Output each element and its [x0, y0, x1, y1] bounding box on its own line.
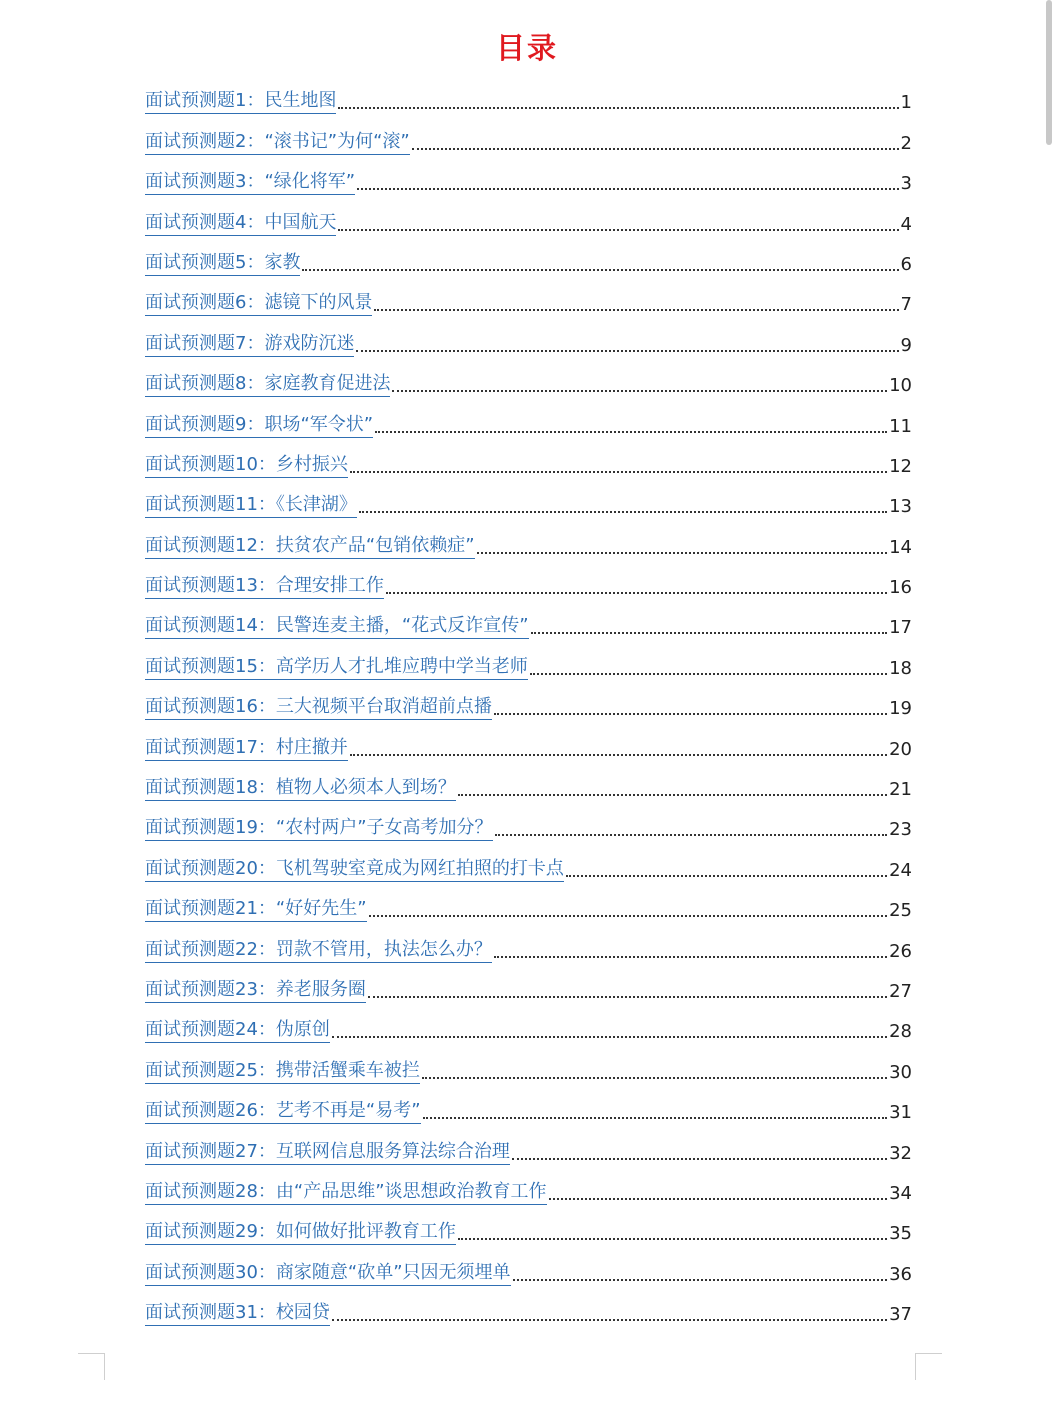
toc-entry[interactable]	[145, 122, 912, 162]
toc-page-number: 7	[900, 294, 912, 316]
crop-mark-left	[78, 1353, 105, 1380]
toc-dot-leader	[302, 269, 898, 271]
toc-entry[interactable]	[145, 203, 912, 243]
toc-dot-leader	[495, 834, 888, 836]
toc-entry-link[interactable]: 面试预测题26：艺考不再是“易考”	[145, 1100, 421, 1124]
toc-dot-leader	[513, 1279, 888, 1281]
toc-entry[interactable]	[145, 324, 912, 364]
toc-entry[interactable]	[145, 607, 912, 647]
toc-dot-leader	[423, 1117, 888, 1119]
toc-dot-leader	[356, 350, 898, 352]
toc-entry[interactable]	[145, 728, 912, 768]
toc-dot-leader	[374, 309, 898, 311]
toc-entry-link[interactable]: 面试预测题23：养老服务圈	[145, 979, 366, 1003]
toc-page-number: 23	[889, 819, 912, 841]
toc-entry-link[interactable]: 面试预测题29：如何做好批评教育工作	[145, 1221, 456, 1245]
toc-page-number: 9	[900, 334, 912, 356]
toc-entry-link[interactable]: 面试预测题25：携带活蟹乘车被拦	[145, 1060, 420, 1084]
toc-entry-link[interactable]: 面试预测题24：伪原创	[145, 1019, 330, 1043]
toc-entry[interactable]	[145, 688, 912, 728]
toc-page-number: 4	[900, 213, 912, 235]
toc-entry-link[interactable]: 面试预测题18：植物人必须本人到场？	[145, 777, 456, 801]
toc-page-number: 34	[889, 1182, 912, 1204]
toc-entry[interactable]	[145, 769, 912, 809]
toc-entry-link[interactable]: 面试预测题22：罚款不管用，执法怎么办？	[145, 939, 492, 963]
scrollbar-thumb[interactable]	[1046, 0, 1052, 145]
toc-entry-link[interactable]: 面试预测题27：互联网信息服务算法综合治理	[145, 1141, 510, 1165]
toc-entry[interactable]	[145, 446, 912, 486]
toc-entry-link[interactable]: 面试预测题7：游戏防沉迷	[145, 333, 354, 357]
toc-entry-link[interactable]: 面试预测题28：由“产品思维”谈思想政治教育工作	[145, 1181, 547, 1205]
toc-entry[interactable]	[145, 849, 912, 889]
toc-entry-link[interactable]: 面试预测题31：校园贷	[145, 1302, 330, 1326]
toc-entry-link[interactable]: 面试预测题15：高学历人才扎堆应聘中学当老师	[145, 656, 528, 680]
toc-entry[interactable]	[145, 284, 912, 324]
toc-entry-link[interactable]: 面试预测题3：“绿化将军”	[145, 171, 355, 195]
toc-entry-link[interactable]: 面试预测题11：《长津湖》	[145, 494, 357, 518]
toc-dot-leader	[350, 754, 887, 756]
toc-dot-leader	[494, 956, 887, 958]
toc-dot-leader	[392, 390, 887, 392]
toc-dot-leader	[375, 431, 887, 433]
toc-page-number: 6	[900, 253, 912, 275]
toc-entry-link[interactable]: 面试预测题13：合理安排工作	[145, 575, 384, 599]
toc-entry-link[interactable]: 面试预测题4：中国航天	[145, 212, 336, 236]
toc-entry[interactable]	[145, 244, 912, 284]
toc-entry[interactable]	[145, 526, 912, 566]
toc-entry-link[interactable]: 面试预测题17：村庄撤并	[145, 737, 348, 761]
toc-entry-link[interactable]: 面试预测题8：家庭教育促进法	[145, 373, 390, 397]
toc-entry[interactable]	[145, 405, 912, 445]
toc-dot-leader	[458, 1238, 887, 1240]
toc-page-number: 25	[889, 900, 912, 922]
toc-entry-link[interactable]: 面试预测题5：家教	[145, 252, 300, 276]
toc-entry[interactable]	[145, 890, 912, 930]
toc-entry-link[interactable]: 面试预测题10：乡村振兴	[145, 454, 348, 478]
toc-dot-leader	[422, 1077, 887, 1079]
toc-entry[interactable]	[145, 567, 912, 607]
toc-entry-link[interactable]: 面试预测题30：商家随意“砍单”只因无须埋单	[145, 1262, 511, 1286]
toc-entry[interactable]	[145, 1051, 912, 1091]
toc-dot-leader	[332, 1036, 887, 1038]
toc-page-number: 2	[900, 132, 912, 154]
page-title: 目录	[495, 31, 558, 65]
toc-entry[interactable]	[145, 1011, 912, 1051]
toc-page-number: 24	[889, 859, 912, 881]
toc-page-number: 20	[889, 738, 912, 760]
toc-entry[interactable]	[145, 365, 912, 405]
toc-dot-leader	[350, 471, 887, 473]
toc-page-number: 35	[889, 1223, 912, 1245]
toc-page-number: 30	[889, 1061, 912, 1083]
toc-entry[interactable]	[145, 1294, 912, 1334]
toc-dot-leader	[369, 915, 888, 917]
toc-entry[interactable]	[145, 82, 912, 122]
toc-entry-link[interactable]: 面试预测题16：三大视频平台取消超前点播	[145, 696, 492, 720]
toc-page-number: 19	[889, 698, 912, 720]
toc-page-number: 26	[889, 940, 912, 962]
toc-entry[interactable]	[145, 486, 912, 526]
toc-entry[interactable]	[145, 809, 912, 849]
toc-page-number: 37	[889, 1304, 912, 1326]
toc-entry[interactable]	[145, 1132, 912, 1172]
toc-entry-link[interactable]: 面试预测题2：“滚书记”为何“滚”	[145, 131, 410, 155]
toc-entry-link[interactable]: 面试预测题12：扶贫农产品“包销依赖症”	[145, 535, 475, 559]
toc-dot-leader	[359, 511, 887, 513]
toc-page-number: 14	[889, 536, 912, 558]
toc-dot-leader	[338, 229, 898, 231]
toc-dot-leader	[338, 107, 898, 109]
toc-page-number: 12	[889, 455, 912, 477]
toc-entry-link[interactable]: 面试预测题19：“农村两户”子女高考加分？	[145, 817, 493, 841]
toc-entry-link[interactable]: 面试预测题1：民生地图	[145, 90, 336, 114]
toc-page-number: 31	[889, 1102, 912, 1124]
toc-page-number: 13	[889, 496, 912, 518]
toc-entry-link[interactable]: 面试预测题14：民警连麦主播，“花式反诈宣传”	[145, 615, 529, 639]
toc-entry-link[interactable]: 面试预测题6：滤镜下的风景	[145, 292, 372, 316]
toc-dot-leader	[368, 996, 887, 998]
toc-dot-leader	[357, 188, 898, 190]
toc-entry[interactable]	[145, 1213, 912, 1253]
toc-entry[interactable]	[145, 971, 912, 1011]
toc-dot-leader	[512, 1158, 887, 1160]
toc-page-number: 1	[900, 92, 912, 114]
toc-dot-leader	[549, 1198, 888, 1200]
toc-page-number: 18	[889, 657, 912, 679]
toc-entry[interactable]	[145, 930, 912, 970]
toc-dot-leader	[332, 1319, 887, 1321]
toc-page-number: 17	[889, 617, 912, 639]
toc-page-number: 10	[889, 375, 912, 397]
crop-mark-right	[915, 1353, 942, 1380]
toc-entry[interactable]	[145, 647, 912, 687]
toc-page-number: 28	[889, 1021, 912, 1043]
toc-page-number: 32	[889, 1142, 912, 1164]
toc-page-number: 3	[900, 173, 912, 195]
toc-dot-leader	[531, 632, 888, 634]
toc-dot-leader	[530, 673, 887, 675]
toc-dot-leader	[458, 794, 887, 796]
toc-page-number: 16	[889, 577, 912, 599]
toc-dot-leader	[566, 875, 887, 877]
toc-page-number: 27	[889, 980, 912, 1002]
toc-entry[interactable]	[145, 1253, 912, 1293]
toc-dot-leader	[494, 713, 887, 715]
toc-entry[interactable]	[145, 163, 912, 203]
toc-entry[interactable]	[145, 1173, 912, 1213]
toc-entry-link[interactable]: 面试预测题21：“好好先生”	[145, 898, 367, 922]
toc-page-number: 11	[889, 415, 912, 437]
toc-dot-leader	[477, 552, 888, 554]
toc-page-number: 21	[889, 779, 912, 801]
toc-dot-leader	[412, 148, 899, 150]
toc-entry-link[interactable]: 面试预测题9：职场“军令状”	[145, 414, 373, 438]
toc-entry[interactable]	[145, 1092, 912, 1132]
toc-page-number: 36	[889, 1263, 912, 1285]
toc-dot-leader	[386, 592, 887, 594]
table-of-contents	[145, 82, 912, 1334]
toc-entry-link[interactable]: 面试预测题20：飞机驾驶室竟成为网红拍照的打卡点	[145, 858, 564, 882]
